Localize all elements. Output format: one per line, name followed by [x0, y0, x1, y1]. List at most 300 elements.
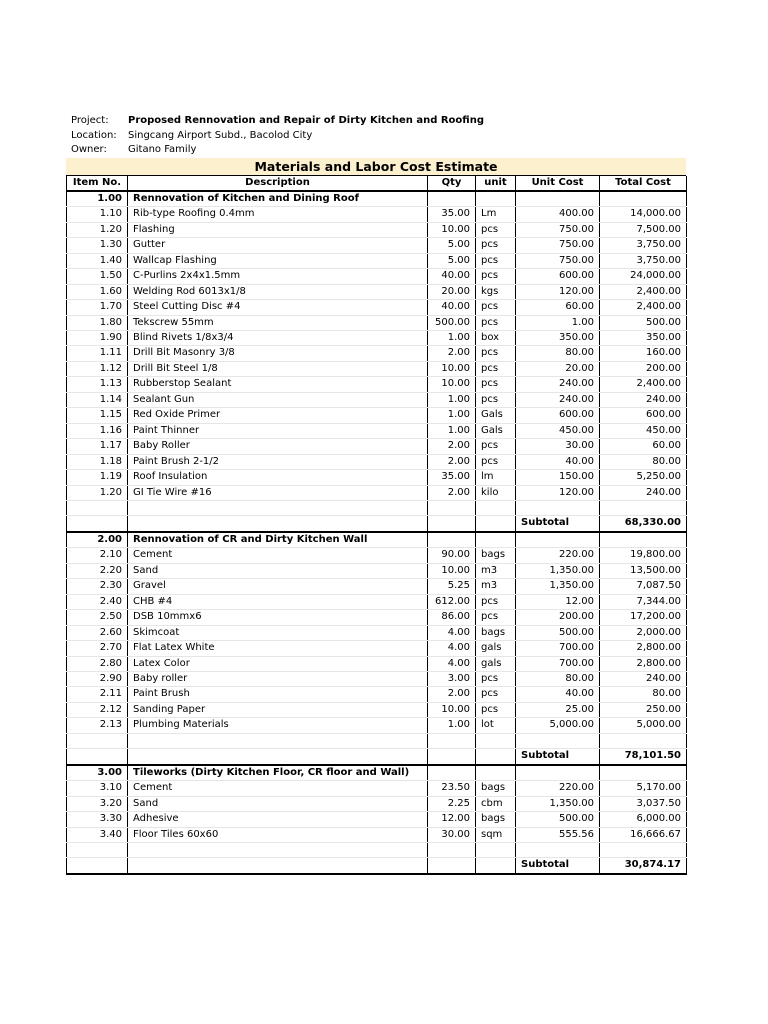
cell-item-no: 1.90 — [67, 331, 128, 346]
cell-total-cost: 450.00 — [600, 423, 687, 438]
cell-unit: pcs — [476, 300, 516, 315]
table-row — [67, 641, 687, 656]
cell-qty: 2.00 — [428, 687, 476, 702]
cell-description: GI Tie Wire #16 — [128, 485, 428, 500]
cell-item-no: 2.12 — [67, 702, 128, 717]
cell-total-cost: 2,800.00 — [600, 656, 687, 671]
cell-qty: 1.00 — [428, 423, 476, 438]
cell-description: Floor Tiles 60x60 — [128, 827, 428, 842]
empty-cell — [67, 733, 128, 748]
cell-description: Gutter — [128, 238, 428, 253]
cell-item-no: 2.70 — [67, 641, 128, 656]
cell-item-no: 1.15 — [67, 408, 128, 423]
blank-row — [67, 733, 687, 748]
empty-cell — [128, 501, 428, 516]
cell-description: Adhesive — [128, 812, 428, 827]
empty-cell — [476, 191, 516, 207]
cell-qty: 1.00 — [428, 392, 476, 407]
table-row — [67, 377, 687, 392]
empty-cell — [516, 733, 600, 748]
subtotal-row — [67, 749, 687, 765]
empty-cell — [476, 516, 516, 532]
cell-description: Latex Color — [128, 656, 428, 671]
cell-item-no: 3.30 — [67, 812, 128, 827]
cell-qty: 40.00 — [428, 300, 476, 315]
cell-description: Cement — [128, 548, 428, 563]
cell-total-cost: 240.00 — [600, 485, 687, 500]
cell-unit: pcs — [476, 671, 516, 686]
cell-unit: pcs — [476, 253, 516, 268]
cell-item-no: 1.20 — [67, 222, 128, 237]
cell-total-cost: 250.00 — [600, 702, 687, 717]
table-row — [67, 392, 687, 407]
cell-qty: 2.00 — [428, 485, 476, 500]
cell-total-cost: 240.00 — [600, 392, 687, 407]
cell-description: Sanding Paper — [128, 702, 428, 717]
cell-unit: gals — [476, 641, 516, 656]
cell-description: Sand — [128, 796, 428, 811]
cell-unit-cost: 20.00 — [516, 361, 600, 376]
cell-description: Blind Rivets 1/8x3/4 — [128, 331, 428, 346]
cell-unit-cost: 240.00 — [516, 392, 600, 407]
cell-description: Cement — [128, 781, 428, 796]
table-row — [67, 439, 687, 454]
empty-cell — [428, 733, 476, 748]
cell-unit-cost: 600.00 — [516, 269, 600, 284]
cell-description: Gravel — [128, 579, 428, 594]
cell-unit: pcs — [476, 594, 516, 609]
cell-item-no: 1.70 — [67, 300, 128, 315]
table-row — [67, 594, 687, 609]
col-header-qty: Qty — [428, 176, 476, 191]
cell-unit: lm — [476, 470, 516, 485]
cell-item-no: 1.11 — [67, 346, 128, 361]
empty-cell — [600, 191, 687, 207]
empty-cell — [516, 191, 600, 207]
cell-unit-cost: 1.00 — [516, 315, 600, 330]
empty-cell — [476, 765, 516, 781]
cell-qty: 35.00 — [428, 207, 476, 222]
cell-qty: 10.00 — [428, 377, 476, 392]
cell-item-no: 1.14 — [67, 392, 128, 407]
cell-unit-cost: 600.00 — [516, 408, 600, 423]
cell-qty: 10.00 — [428, 222, 476, 237]
cell-total-cost: 2,000.00 — [600, 625, 687, 640]
empty-cell — [428, 842, 476, 857]
cell-qty: 4.00 — [428, 641, 476, 656]
table-row — [67, 781, 687, 796]
cell-description: Sand — [128, 563, 428, 578]
empty-cell — [476, 501, 516, 516]
blank-row — [67, 501, 687, 516]
subtotal-value: 30,874.17 — [600, 858, 687, 874]
cell-qty: 3.00 — [428, 671, 476, 686]
cell-unit-cost: 500.00 — [516, 625, 600, 640]
cell-qty: 23.50 — [428, 781, 476, 796]
empty-cell — [128, 733, 428, 748]
cell-total-cost: 160.00 — [600, 346, 687, 361]
cell-unit-cost: 1,350.00 — [516, 563, 600, 578]
table-row — [67, 718, 687, 733]
cell-unit-cost: 1,350.00 — [516, 579, 600, 594]
cell-qty: 4.00 — [428, 656, 476, 671]
cell-total-cost: 5,250.00 — [600, 470, 687, 485]
cell-total-cost: 17,200.00 — [600, 610, 687, 625]
cell-total-cost: 3,750.00 — [600, 238, 687, 253]
cell-total-cost: 24,000.00 — [600, 269, 687, 284]
cell-unit-cost: 700.00 — [516, 656, 600, 671]
empty-cell — [128, 842, 428, 857]
cell-item-no: 1.50 — [67, 269, 128, 284]
cell-unit-cost: 750.00 — [516, 253, 600, 268]
sheet-title: Materials and Labor Cost Estimate — [66, 158, 686, 176]
cell-item-no: 2.40 — [67, 594, 128, 609]
cell-unit-cost: 30.00 — [516, 439, 600, 454]
cell-description: Tekscrew 55mm — [128, 315, 428, 330]
section-number: 2.00 — [67, 532, 128, 548]
empty-cell — [428, 749, 476, 765]
subtotal-row — [67, 858, 687, 874]
cell-unit-cost: 5,000.00 — [516, 718, 600, 733]
col-header-description: Description — [128, 176, 428, 191]
cost-estimate-table — [66, 176, 687, 875]
cell-unit: pcs — [476, 222, 516, 237]
cell-unit: pcs — [476, 346, 516, 361]
cell-unit-cost: 40.00 — [516, 687, 600, 702]
cell-qty: 10.00 — [428, 702, 476, 717]
table-row — [67, 207, 687, 222]
col-header-total-cost: Total Cost — [600, 176, 687, 191]
cell-unit-cost: 25.00 — [516, 702, 600, 717]
cell-item-no: 2.30 — [67, 579, 128, 594]
cell-total-cost: 2,800.00 — [600, 641, 687, 656]
cell-item-no: 2.90 — [67, 671, 128, 686]
empty-cell — [476, 733, 516, 748]
cell-unit: pcs — [476, 269, 516, 284]
section-number: 3.00 — [67, 765, 128, 781]
cell-unit-cost: 400.00 — [516, 207, 600, 222]
cell-qty: 10.00 — [428, 361, 476, 376]
cell-item-no: 1.12 — [67, 361, 128, 376]
cell-description: Drill Bit Masonry 3/8 — [128, 346, 428, 361]
cell-unit-cost: 40.00 — [516, 454, 600, 469]
cell-total-cost: 80.00 — [600, 454, 687, 469]
table-row — [67, 269, 687, 284]
subtotal-label: Subtotal — [516, 749, 600, 765]
cell-description: C-Purlins 2x4x1.5mm — [128, 269, 428, 284]
cell-unit: pcs — [476, 392, 516, 407]
cell-unit: pcs — [476, 377, 516, 392]
cell-item-no: 2.13 — [67, 718, 128, 733]
empty-cell — [476, 842, 516, 857]
cell-total-cost: 7,500.00 — [600, 222, 687, 237]
cell-qty: 5.00 — [428, 253, 476, 268]
empty-cell — [600, 532, 687, 548]
cell-total-cost: 7,344.00 — [600, 594, 687, 609]
cell-item-no: 1.16 — [67, 423, 128, 438]
empty-cell — [67, 749, 128, 765]
table-row — [67, 238, 687, 253]
cell-description: Plumbing Materials — [128, 718, 428, 733]
cell-description: Sealant Gun — [128, 392, 428, 407]
cell-unit: bags — [476, 812, 516, 827]
cell-unit: m3 — [476, 563, 516, 578]
cell-total-cost: 500.00 — [600, 315, 687, 330]
empty-cell — [476, 532, 516, 548]
cell-qty: 12.00 — [428, 812, 476, 827]
cell-unit: pcs — [476, 361, 516, 376]
table-row — [67, 563, 687, 578]
cell-unit-cost: 150.00 — [516, 470, 600, 485]
cell-qty: 500.00 — [428, 315, 476, 330]
section-header-row — [67, 532, 687, 548]
cell-unit: lot — [476, 718, 516, 733]
empty-cell — [67, 858, 128, 874]
estimate-document — [66, 114, 686, 875]
subtotal-value: 68,330.00 — [600, 516, 687, 532]
cell-total-cost: 13,500.00 — [600, 563, 687, 578]
section-title: Tileworks (Dirty Kitchen Floor, CR floor and Wall) — [128, 765, 428, 781]
cell-qty: 2.00 — [428, 439, 476, 454]
cell-item-no: 3.20 — [67, 796, 128, 811]
cell-total-cost: 19,800.00 — [600, 548, 687, 563]
cell-unit: bags — [476, 781, 516, 796]
cell-total-cost: 5,000.00 — [600, 718, 687, 733]
table-row — [67, 361, 687, 376]
cell-unit: pcs — [476, 610, 516, 625]
cell-description: DSB 10mmx6 — [128, 610, 428, 625]
cell-item-no: 3.10 — [67, 781, 128, 796]
cell-description: Drill Bit Steel 1/8 — [128, 361, 428, 376]
cell-unit-cost: 200.00 — [516, 610, 600, 625]
project-label: Project: — [71, 115, 109, 126]
cell-total-cost: 2,400.00 — [600, 377, 687, 392]
cell-qty: 35.00 — [428, 470, 476, 485]
empty-cell — [600, 733, 687, 748]
cell-total-cost: 3,037.50 — [600, 796, 687, 811]
cell-unit: bags — [476, 625, 516, 640]
cell-item-no: 2.20 — [67, 563, 128, 578]
cell-unit: box — [476, 331, 516, 346]
table-row — [67, 827, 687, 842]
section-title: Rennovation of CR and Dirty Kitchen Wall — [128, 532, 428, 548]
table-row — [67, 454, 687, 469]
cell-description: Steel Cutting Disc #4 — [128, 300, 428, 315]
subtotal-label: Subtotal — [516, 516, 600, 532]
cell-unit: pcs — [476, 454, 516, 469]
cell-unit: cbm — [476, 796, 516, 811]
cell-qty: 2.25 — [428, 796, 476, 811]
table-row — [67, 687, 687, 702]
cell-item-no: 1.13 — [67, 377, 128, 392]
empty-cell — [600, 842, 687, 857]
cell-unit: pcs — [476, 687, 516, 702]
cell-unit-cost: 555.56 — [516, 827, 600, 842]
cell-unit-cost: 450.00 — [516, 423, 600, 438]
table-row — [67, 222, 687, 237]
table-header-row — [67, 176, 687, 191]
cell-item-no: 1.80 — [67, 315, 128, 330]
location-label: Location: — [71, 129, 117, 141]
cell-description: CHB #4 — [128, 594, 428, 609]
table-row — [67, 253, 687, 268]
table-row — [67, 315, 687, 330]
empty-cell — [600, 501, 687, 516]
cell-total-cost: 240.00 — [600, 671, 687, 686]
cell-total-cost: 14,000.00 — [600, 207, 687, 222]
cell-item-no: 1.60 — [67, 284, 128, 299]
subtotal-row — [67, 516, 687, 532]
cell-description: Baby Roller — [128, 439, 428, 454]
empty-cell — [516, 501, 600, 516]
owner-value: Gitano Family — [128, 144, 197, 155]
table-row — [67, 485, 687, 500]
blank-row — [67, 842, 687, 857]
cell-unit: Gals — [476, 408, 516, 423]
cell-description: Rubberstop Sealant — [128, 377, 428, 392]
cell-unit: pcs — [476, 315, 516, 330]
empty-cell — [428, 501, 476, 516]
cell-item-no: 1.17 — [67, 439, 128, 454]
empty-cell — [516, 765, 600, 781]
cell-total-cost: 6,000.00 — [600, 812, 687, 827]
cell-description: Red Oxide Primer — [128, 408, 428, 423]
section-title: Rennovation of Kitchen and Dining Roof — [128, 191, 428, 207]
cell-qty: 30.00 — [428, 827, 476, 842]
empty-cell — [428, 765, 476, 781]
empty-cell — [67, 501, 128, 516]
location-row — [66, 129, 686, 144]
cell-item-no: 1.18 — [67, 454, 128, 469]
cell-total-cost: 60.00 — [600, 439, 687, 454]
owner-label: Owner: — [71, 144, 107, 155]
cell-unit-cost: 240.00 — [516, 377, 600, 392]
cell-description: Rib-type Roofing 0.4mm — [128, 207, 428, 222]
subtotal-value: 78,101.50 — [600, 749, 687, 765]
table-row — [67, 656, 687, 671]
table-row — [67, 284, 687, 299]
cell-description: Paint Brush — [128, 687, 428, 702]
cell-total-cost: 7,087.50 — [600, 579, 687, 594]
cell-unit-cost: 750.00 — [516, 238, 600, 253]
cell-description: Skimcoat — [128, 625, 428, 640]
empty-cell — [67, 842, 128, 857]
project-value: Proposed Rennovation and Repair of Dirty Kitchen and Roofing — [128, 115, 484, 126]
cell-item-no: 1.19 — [67, 470, 128, 485]
cell-qty: 5.25 — [428, 579, 476, 594]
empty-cell — [600, 765, 687, 781]
empty-cell — [128, 516, 428, 532]
cell-unit-cost: 220.00 — [516, 781, 600, 796]
cell-qty: 4.00 — [428, 625, 476, 640]
cell-qty: 86.00 — [428, 610, 476, 625]
empty-cell — [428, 858, 476, 874]
table-row — [67, 610, 687, 625]
empty-cell — [67, 516, 128, 532]
cell-description: Baby roller — [128, 671, 428, 686]
empty-cell — [516, 842, 600, 857]
cell-unit-cost: 120.00 — [516, 284, 600, 299]
cell-item-no: 1.10 — [67, 207, 128, 222]
cell-unit-cost: 80.00 — [516, 671, 600, 686]
cell-item-no: 1.40 — [67, 253, 128, 268]
cell-unit-cost: 350.00 — [516, 331, 600, 346]
cell-description: Flashing — [128, 222, 428, 237]
table-row — [67, 470, 687, 485]
table-body — [67, 191, 687, 874]
cell-unit: kgs — [476, 284, 516, 299]
table-row — [67, 812, 687, 827]
cell-qty: 90.00 — [428, 548, 476, 563]
table-row — [67, 625, 687, 640]
cell-unit: pcs — [476, 439, 516, 454]
subtotal-label: Subtotal — [516, 858, 600, 874]
cell-unit: bags — [476, 548, 516, 563]
cell-unit-cost: 1,350.00 — [516, 796, 600, 811]
cell-unit: Gals — [476, 423, 516, 438]
cell-total-cost: 600.00 — [600, 408, 687, 423]
cell-item-no: 2.60 — [67, 625, 128, 640]
cell-description: Welding Rod 6013x1/8 — [128, 284, 428, 299]
cell-unit-cost: 700.00 — [516, 641, 600, 656]
cell-description: Flat Latex White — [128, 641, 428, 656]
col-header-unit: unit — [476, 176, 516, 191]
cell-unit-cost: 120.00 — [516, 485, 600, 500]
owner-row — [66, 143, 686, 158]
cell-unit: pcs — [476, 238, 516, 253]
table-row — [67, 423, 687, 438]
cell-unit-cost: 500.00 — [516, 812, 600, 827]
empty-cell — [476, 749, 516, 765]
table-row — [67, 796, 687, 811]
project-row — [66, 114, 686, 129]
col-header-item-no: Item No. — [67, 176, 128, 191]
cell-qty: 20.00 — [428, 284, 476, 299]
cell-item-no: 2.50 — [67, 610, 128, 625]
table-row — [67, 702, 687, 717]
cell-qty: 10.00 — [428, 563, 476, 578]
cell-item-no: 2.80 — [67, 656, 128, 671]
cell-unit: sqm — [476, 827, 516, 842]
cell-item-no: 3.40 — [67, 827, 128, 842]
table-row — [67, 331, 687, 346]
cell-item-no: 2.10 — [67, 548, 128, 563]
cell-qty: 2.00 — [428, 346, 476, 361]
empty-cell — [428, 516, 476, 532]
section-header-row — [67, 191, 687, 207]
cell-unit: gals — [476, 656, 516, 671]
empty-cell — [428, 532, 476, 548]
table-row — [67, 548, 687, 563]
cell-unit: pcs — [476, 702, 516, 717]
cell-qty: 1.00 — [428, 718, 476, 733]
table-row — [67, 346, 687, 361]
cell-unit: m3 — [476, 579, 516, 594]
cell-qty: 1.00 — [428, 331, 476, 346]
table-row — [67, 408, 687, 423]
cell-total-cost: 80.00 — [600, 687, 687, 702]
cell-unit-cost: 750.00 — [516, 222, 600, 237]
empty-cell — [428, 191, 476, 207]
section-header-row — [67, 765, 687, 781]
section-number: 1.00 — [67, 191, 128, 207]
cell-total-cost: 2,400.00 — [600, 284, 687, 299]
col-header-unit-cost: Unit Cost — [516, 176, 600, 191]
cell-item-no: 2.11 — [67, 687, 128, 702]
cell-description: Paint Thinner — [128, 423, 428, 438]
cell-item-no: 1.20 — [67, 485, 128, 500]
cell-total-cost: 16,666.67 — [600, 827, 687, 842]
